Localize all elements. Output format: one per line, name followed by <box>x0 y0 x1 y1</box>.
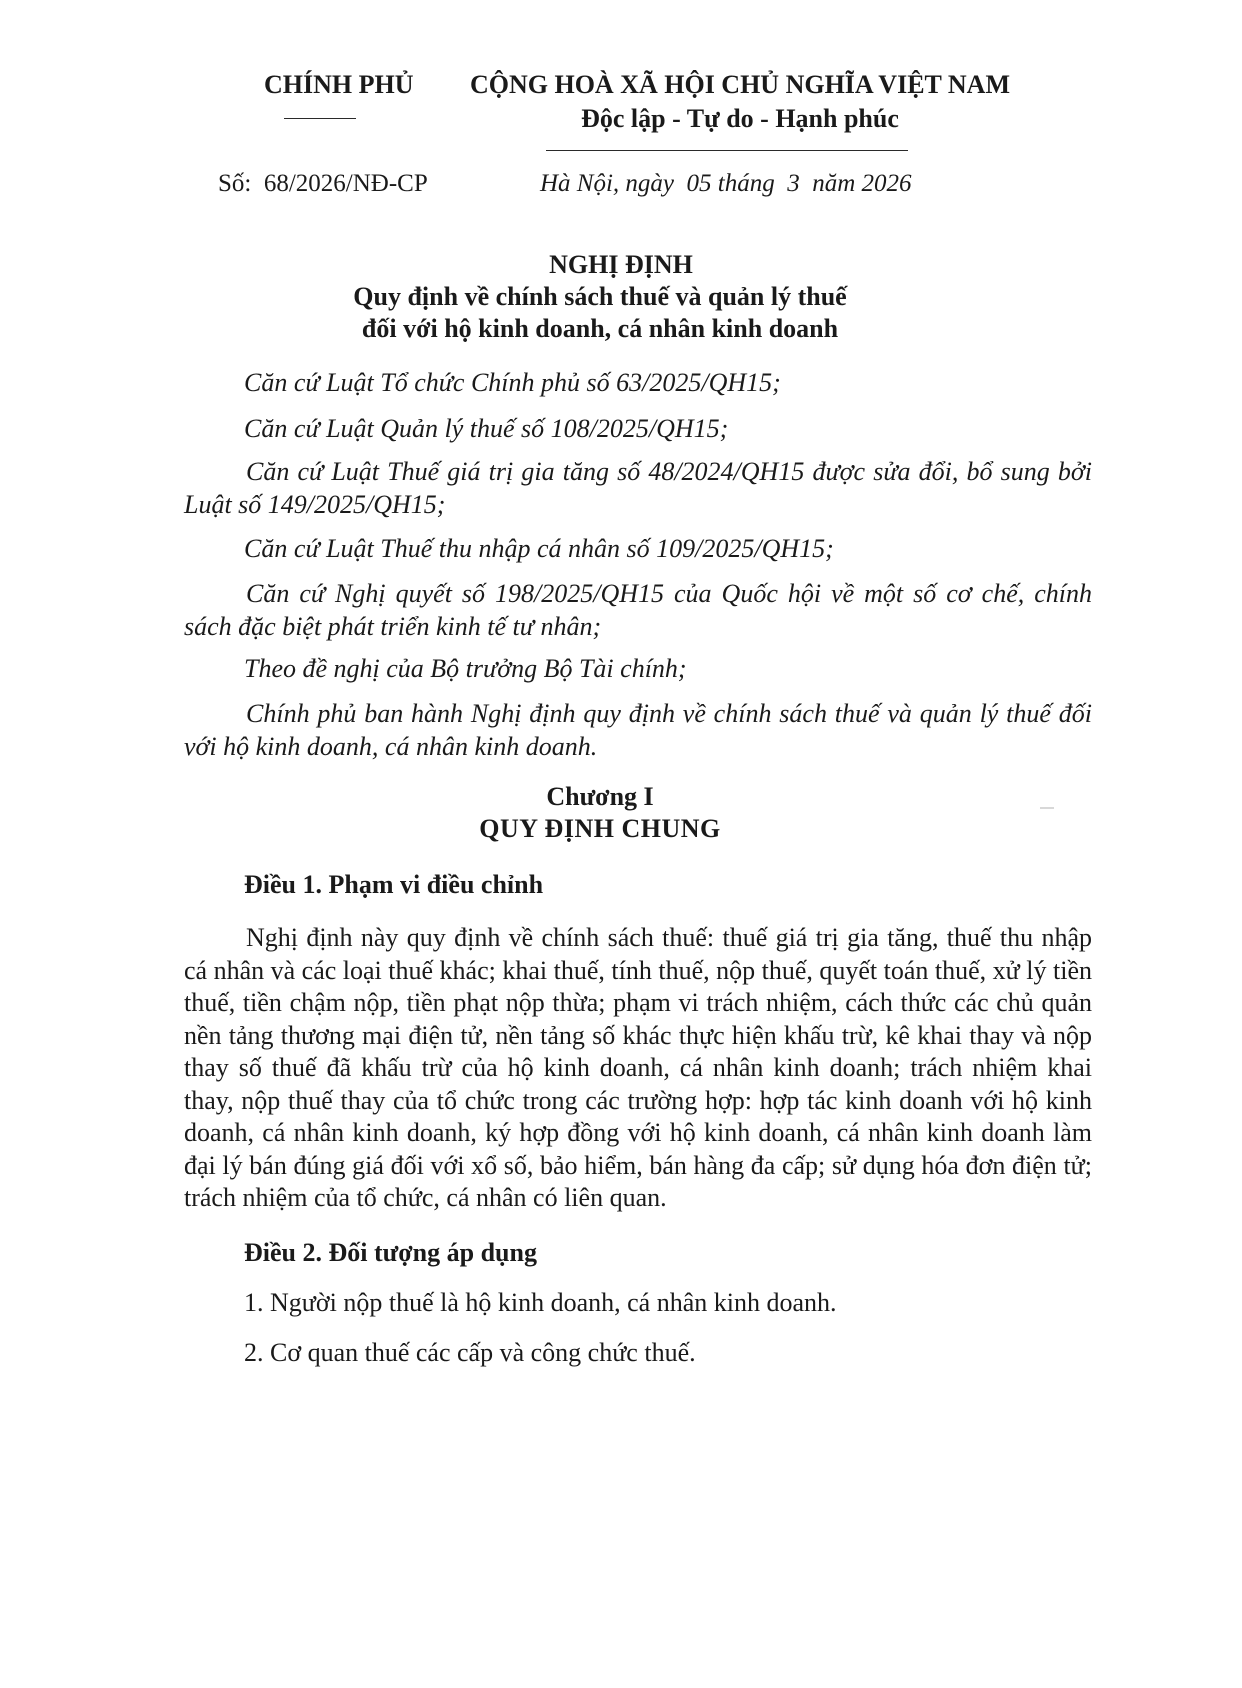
motto-underline <box>546 150 908 151</box>
preamble-item: Căn cứ Luật Tổ chức Chính phủ số 63/2025/QH15; <box>244 368 781 397</box>
document-type-title: NGHỊ ĐỊNH <box>549 250 693 279</box>
preamble-item: Căn cứ Luật Quản lý thuế số 108/2025/QH15; <box>244 414 729 443</box>
article-1-text: Nghị định này quy định về chính sách thuế: thuế giá trị gia tăng, thuế thu nhập cá nhân và các loại thuế khác; khai thuế, tính thuế, nộp thuế, quyết toán thuế, xử lý tiền thuế, tiền chậm nộp, tiền phạt nộp thừa; phạm vi trách nhiệm, cách thức các chủ quản nền tảng thương mại điện tử, nền tảng số khác thực hiện khấu trừ, kê khai thay và nộp thay số thuế đã khấu trừ của hộ kinh doanh, cá nhân kinh doanh; trách nhiệm khai thay, nộp thuế thay của tổ chức trong các trường hợp: hợp tác kinh doanh với hộ kinh doanh, cá nhân kinh doanh, ký hợp đồng với hộ kinh doanh, cá nhân kinh doanh làm đại lý bán đúng giá đối với xổ số, bảo hiểm, bán hàng đa cấp; sử dụng hóa đơn điện tử; trách nhiệm của tổ chức, cá nhân có liên quan. <box>184 923 1092 1212</box>
preamble-item: Căn cứ Luật Thuế giá trị gia tăng số 48/2024/QH15 được sửa đổi, bổ sung bởi Luật số 149/2025/QH15; <box>184 457 1092 519</box>
preamble-item: Căn cứ Nghị quyết số 198/2025/QH15 của Quốc hội về một số cơ chế, chính sách đặc biệt phát triển kinh tế tư nhân; <box>184 579 1092 641</box>
article-2-item: 1. Người nộp thuế là hộ kinh doanh, cá nhân kinh doanh. <box>244 1288 837 1317</box>
place-and-date: Hà Nội, ngày 05 tháng 3 năm 2026 <box>540 170 912 197</box>
country-name: CỘNG HOÀ XÃ HỘI CHỦ NGHĨA VIỆT NAM <box>469 70 1011 99</box>
issuer-underline <box>284 118 356 119</box>
chapter-name: QUY ĐỊNH CHUNG <box>479 814 721 843</box>
preamble-item: Theo đề nghị của Bộ trưởng Bộ Tài chính; <box>244 654 687 683</box>
article-2-heading: Điều 2. Đối tượng áp dụng <box>244 1238 537 1267</box>
article-2-item: 2. Cơ quan thuế các cấp và công chức thuế. <box>244 1338 696 1367</box>
document-subject-line-1: Quy định về chính sách thuế và quản lý thuế <box>353 282 847 311</box>
preamble-item: Chính phủ ban hành Nghị định quy định về chính sách thuế và quản lý thuế đối với hộ kinh doanh, cá nhân kinh doanh. <box>184 699 1092 761</box>
national-motto: Độc lập - Tự do - Hạnh phúc <box>581 104 899 133</box>
chapter-label: Chương I <box>546 782 654 811</box>
preamble-item: Căn cứ Luật Thuế thu nhập cá nhân số 109/2025/QH15; <box>244 534 834 563</box>
article-1-heading: Điều 1. Phạm vi điều chỉnh <box>244 870 544 899</box>
document-number: Số: 68/2026/NĐ-CP <box>218 170 428 197</box>
document-subject-line-2: đối với hộ kinh doanh, cá nhân kinh doanh <box>361 314 839 343</box>
issuer-name: CHÍNH PHỦ <box>264 70 414 99</box>
